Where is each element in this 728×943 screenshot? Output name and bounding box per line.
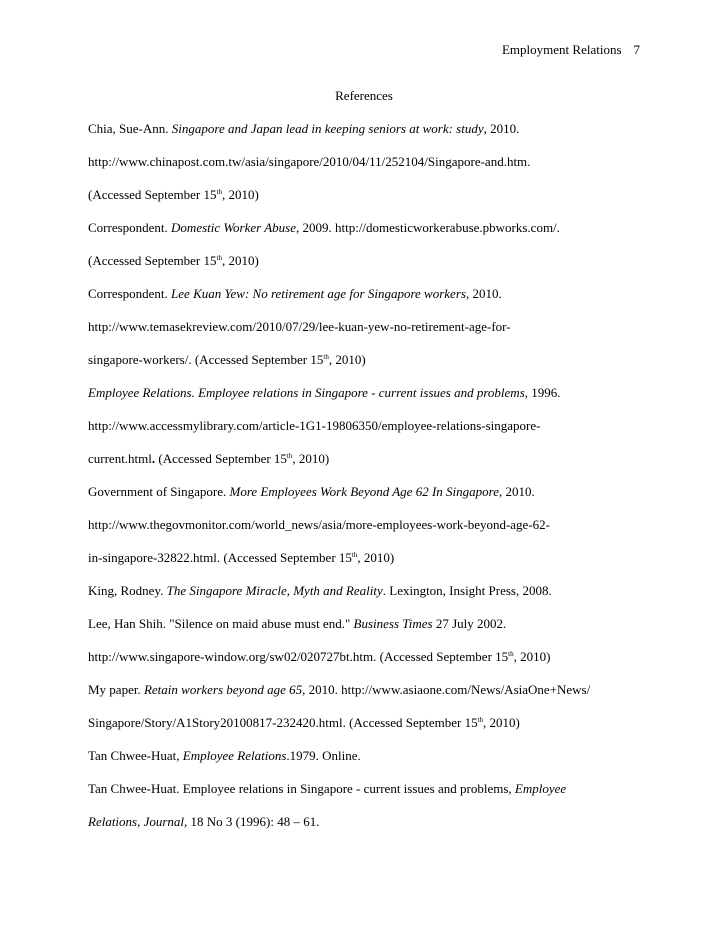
- ref-title: Singapore and Japan lead in keeping seniors at work: study: [171, 121, 484, 136]
- ref-accessed-year: , 2010): [483, 715, 520, 730]
- reference-line: [88, 244, 658, 277]
- ref-author: Government of Singapore.: [88, 484, 230, 499]
- ordinal-suffix: th: [216, 254, 222, 262]
- running-header: [502, 42, 640, 58]
- page-number: 7: [633, 42, 640, 57]
- reference-list: [88, 112, 658, 838]
- reference-line: [88, 178, 658, 211]
- ref-year: , 2010.: [465, 286, 502, 301]
- reference-line: [88, 706, 658, 739]
- ref-url: http://www.accessmylibrary.com/article-1G1-19806350/employee-relations-singapore-: [88, 418, 541, 433]
- ref-author: Lee, Han Shih. "Silence on maid abuse must end.": [88, 616, 354, 631]
- reference-line: [88, 145, 658, 178]
- ref-year: 1996.: [528, 385, 561, 400]
- reference-item: [88, 673, 658, 739]
- references-heading: References: [335, 88, 393, 103]
- ref-author: Correspondent.: [88, 286, 172, 301]
- ref-accessed: (Accessed September 15: [155, 451, 287, 466]
- reference-line: [88, 739, 658, 772]
- ref-url: Singapore/Story/A1Story20100817-232420.html. (Accessed September 15: [88, 715, 478, 730]
- ref-accessed-year: , 2010): [221, 187, 259, 202]
- reference-item: [88, 277, 658, 376]
- reference-line: [88, 211, 658, 244]
- ref-url: , 2010. http://www.asiaone.com/News/AsiaOne+News/: [302, 682, 591, 697]
- ref-accessed-year: , 2010): [221, 253, 259, 268]
- ref-accessed: (Accessed September 15: [88, 253, 217, 268]
- reference-line: [88, 541, 658, 574]
- ref-volume: , 18 No 3 (1996): 48 – 61.: [184, 814, 320, 829]
- ref-url: singapore-workers/. (Accessed September 15: [88, 352, 324, 367]
- ordinal-suffix: th: [477, 716, 484, 724]
- reference-line: [88, 310, 658, 343]
- ref-url: current.html: [88, 451, 152, 466]
- ref-title: Retain workers beyond age 65: [143, 682, 303, 697]
- reference-line: [88, 673, 658, 706]
- ref-accessed-year: , 2010): [357, 550, 395, 565]
- reference-line: [88, 112, 658, 145]
- running-head-title: Employment Relations: [501, 42, 622, 57]
- ref-accessed-year: , 2010): [328, 352, 366, 367]
- reference-line: [88, 607, 658, 640]
- ref-punctuation: .: [151, 451, 156, 466]
- reference-line: [88, 376, 658, 409]
- ref-author: King, Rodney.: [88, 583, 167, 598]
- ref-title: Employee Relations: [182, 748, 287, 763]
- reference-line: [88, 805, 658, 838]
- reference-line: [88, 409, 658, 442]
- reference-line: [88, 475, 658, 508]
- ref-publisher: . Lexington, Insight Press, 2008.: [382, 583, 552, 598]
- reference-item: [88, 475, 658, 574]
- ref-title: More Employees Work Beyond Age 62 In Singapore: [229, 484, 499, 499]
- ref-url: http://www.temasekreview.com/2010/07/29/lee-kuan-yew-no-retirement-age-for-: [88, 319, 511, 334]
- ref-journal: Relations, Journal: [88, 814, 185, 829]
- reference-item: [88, 211, 658, 277]
- ref-date: 27 July 2002.: [432, 616, 507, 631]
- ref-author: Tan Chwee-Huat. Employee relations in Singapore - current issues and problems,: [88, 781, 515, 796]
- reference-line: [88, 508, 658, 541]
- reference-item: [88, 607, 658, 673]
- ref-author: My paper.: [88, 682, 144, 697]
- ref-accessed-year: , 2010): [513, 649, 551, 664]
- reference-line: [88, 343, 658, 376]
- ordinal-suffix: th: [323, 353, 329, 361]
- ref-author: Chia, Sue-Ann.: [88, 121, 172, 136]
- ref-url: http://www.thegovmonitor.com/world_news/asia/more-employees-work-beyond-age-62-: [88, 517, 550, 532]
- ordinal-suffix: th: [216, 188, 222, 196]
- ref-accessed-year: , 2010): [292, 451, 330, 466]
- reference-item: [88, 574, 658, 607]
- reference-line: [88, 574, 658, 607]
- reference-item: [88, 739, 658, 772]
- ordinal-suffix: th: [286, 452, 293, 460]
- ref-year: , 2010.: [498, 484, 535, 499]
- reference-line: [88, 442, 658, 475]
- ref-journal: Employee: [514, 781, 567, 796]
- ref-author: Correspondent.: [88, 220, 172, 235]
- ref-url: , 2009. http://domesticworkerabuse.pbworks.com/.: [295, 220, 560, 235]
- ref-url: in-singapore-32822.html. (Accessed September 15: [88, 550, 352, 565]
- ref-year: , 2010.: [483, 121, 520, 136]
- ref-title: Employee Relations. Employee relations in Singapore - current issues and problems,: [88, 385, 529, 400]
- ordinal-suffix: th: [508, 650, 514, 658]
- ref-journal: Business Times: [353, 616, 433, 631]
- reference-line: [88, 277, 658, 310]
- reference-line: [88, 640, 658, 673]
- ordinal-suffix: th: [351, 551, 358, 559]
- reference-line: [88, 772, 658, 805]
- ref-accessed: (Accessed September 15: [88, 187, 217, 202]
- reference-item: [88, 376, 658, 475]
- ref-url: http://www.chinapost.com.tw/asia/singapore/2010/04/11/252104/Singapore-and.htm.: [88, 154, 531, 169]
- reference-item: [88, 772, 658, 838]
- ref-title: Domestic Worker Abuse: [171, 220, 296, 235]
- ref-year: .1979. Online.: [286, 748, 361, 763]
- ref-author: Tan Chwee-Huat,: [88, 748, 183, 763]
- ref-title: Lee Kuan Yew: No retirement age for Singapore workers: [171, 286, 466, 301]
- reference-item: [88, 112, 658, 211]
- ref-title: The Singapore Miracle, Myth and Reality: [166, 583, 383, 598]
- ref-url: http://www.singapore-window.org/sw02/020727bt.htm. (Accessed September 15: [88, 649, 509, 664]
